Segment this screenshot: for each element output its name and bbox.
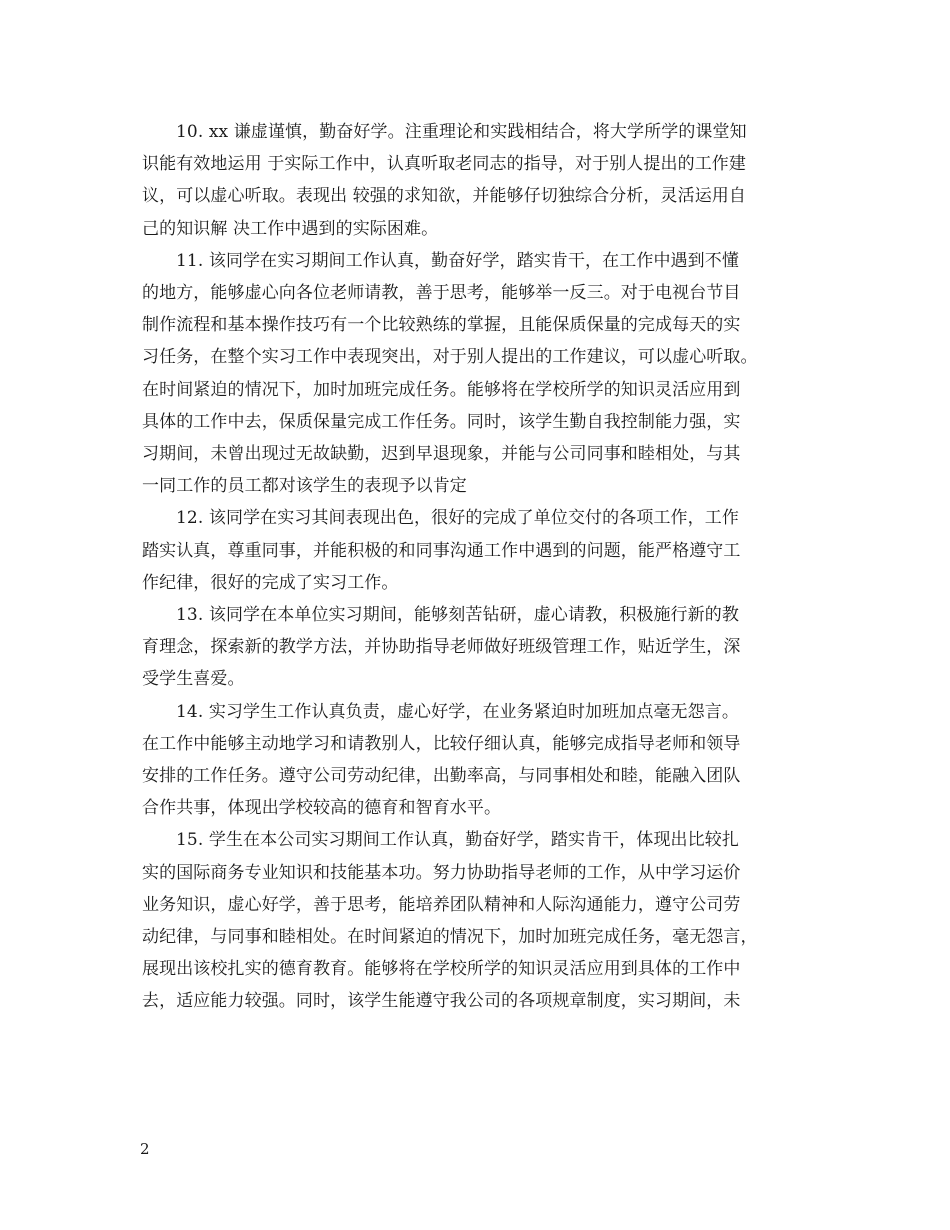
text-line: 动纪律，与同事和睦相处。在时间紧迫的情况下，加时加班完成任务，毫无怨言， — [142, 927, 758, 948]
page-number: 2 — [140, 1140, 150, 1158]
text-line: 12. 该同学在实习其间表现出色，很好的完成了单位交付的各项工作，工作 — [176, 508, 739, 529]
text-line: 在工作中能够主动地学习和请教别人，比较仔细认真，能够完成指导老师和领导 — [142, 733, 741, 754]
text-line: 习期间，未曾出现过无故缺勤，迟到早退现象，并能与公司同事和睦相处，与其 — [142, 444, 741, 465]
text-line: 去，适应能力较强。同时，该学生能遵守我公司的各项规章制度，实习期间，未 — [142, 991, 741, 1012]
text-line: 踏实认真，尊重同事，并能积极的和同事沟通工作中遇到的问题，能严格遵守工 — [142, 540, 741, 561]
paragraph-10 — [142, 116, 812, 245]
text-line: 10. xx 谦虚谨慎，勤奋好学。注重理论和实践相结合，将大学所学的课堂知 — [176, 122, 747, 142]
text-line: 育理念，探索新的教学方法，并协助指导老师做好班级管理工作，贴近学生，深 — [142, 637, 741, 658]
text-line: 一同工作的员工都对该学生的表现予以肯定 — [142, 476, 467, 497]
text-line: 识能有效地运用 于实际工作中，认真听取老同志的指导，对于别人提出的工作建 — [142, 154, 747, 175]
text-line: 合作共事，体现出学校较高的德育和智育水平。 — [142, 798, 502, 819]
text-line: 作纪律，很好的完成了实习工作。 — [142, 572, 399, 593]
text-line: 15. 学生在本公司实习期间工作认真，勤奋好学，踏实肯干，体现出比较扎 — [176, 830, 739, 851]
text-line: 业务知识，虚心好学，善于思考，能培养团队精神和人际沟通能力，遵守公司劳 — [142, 894, 741, 915]
text-line: 习任务，在整个实习工作中表现突出，对于别人提出的工作建议，可以虚心听取。 — [142, 347, 758, 368]
paragraph-12 — [142, 502, 812, 599]
text-line: 13. 该同学在本单位实习期间，能够刻苦钻研，虚心请教，积极施行新的教 — [176, 605, 739, 626]
text-line: 14. 实习学生工作认真负责，虚心好学，在业务紧迫时加班加点毫无怨言。 — [176, 701, 739, 722]
text-line: 实的国际商务专业知识和技能基本功。努力协助指导老师的工作，从中学习运价 — [142, 862, 741, 883]
text-line: 展现出该校扎实的德育教育。能够将在学校所学的知识灵活应用到具体的工作中 — [142, 959, 741, 980]
text-line: 制作流程和基本操作技巧有一个比较熟练的掌握，且能保质保量的完成每天的实 — [142, 315, 741, 336]
paragraph-15 — [142, 824, 812, 1017]
text-line: 受学生喜爱。 — [142, 669, 245, 690]
paragraph-13 — [142, 599, 812, 696]
text-line: 11. 该同学在实习期间工作认真，勤奋好学，踏实肯干，在工作中遇到不懂 — [176, 250, 739, 271]
text-line: 安排的工作任务。遵守公司劳动纪律，出勤率高，与同事相处和睦，能融入团队 — [142, 766, 741, 787]
text-line: 具体的工作中去，保质保量完成工作任务。同时，该学生勤自我控制能力强，实 — [142, 411, 741, 432]
paragraph-14 — [142, 696, 812, 825]
text-line: 在时间紧迫的情况下，加时加班完成任务。能够将在学校所学的知识灵活应用到 — [142, 379, 741, 400]
document-body — [142, 116, 812, 1018]
text-line: 议，可以虚心听取。表现出 较强的求知欲，并能够仔切独综合分析，灵活运用自 — [142, 186, 747, 207]
paragraph-11 — [142, 245, 812, 503]
text-line: 己的知识解 决工作中遇到的实际困难。 — [142, 218, 439, 239]
text-line: 的地方，能够虚心向各位老师请教，善于思考，能够举一反三。对于电视台节目 — [142, 283, 741, 304]
